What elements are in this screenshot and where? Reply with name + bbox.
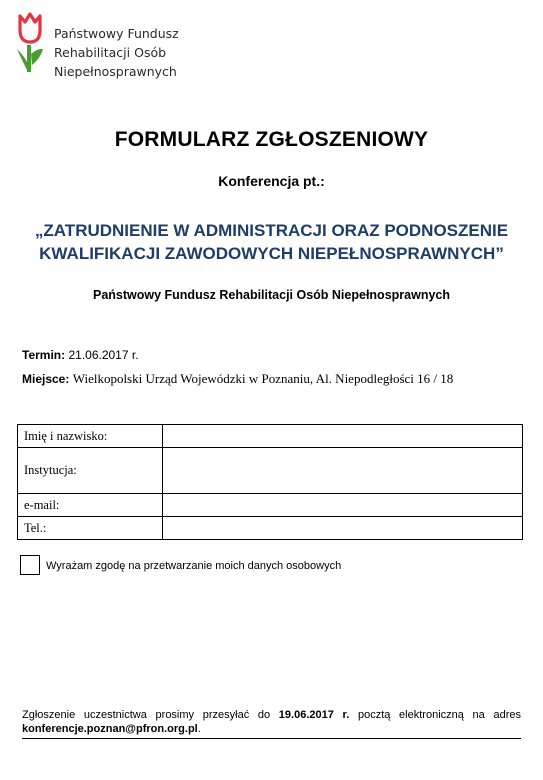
footer-end: .: [197, 723, 201, 735]
pfron-tulip-logo-icon: [14, 12, 46, 76]
institution-label: Instytucja:: [18, 448, 163, 494]
institution-field[interactable]: [163, 448, 523, 494]
event-date-label: Termin:: [22, 348, 66, 362]
form-row-name: [18, 425, 523, 448]
registration-form-table: [17, 424, 523, 540]
form-title: FORMULARZ ZGŁOSZENIOWY: [114, 128, 429, 151]
tulip-leaf-right: [31, 49, 43, 65]
organization-name: [54, 24, 179, 81]
org-name-line-1: Państwowy Fundusz: [54, 26, 179, 41]
footer-text-before: Zgłoszenie uczestnictwa prosimy przesyłać do: [22, 709, 279, 721]
phone-field[interactable]: [163, 517, 523, 540]
phone-label: Tel.:: [18, 517, 163, 540]
footer-line-2: [22, 722, 521, 736]
conference-title-line-2: KWALIFIKACJI ZAWODOWYCH NIEPEŁNOSPRAWNYCH”: [39, 244, 504, 263]
footer-note: [22, 708, 521, 736]
event-place-label: Miejsce:: [22, 372, 70, 386]
event-place-row: [22, 371, 453, 387]
tulip-leaf-left: [17, 49, 27, 70]
form-row-phone: [18, 517, 523, 540]
consent-label: Wyrażam zgodę na przetwarzanie moich danych osobowych: [46, 560, 342, 572]
event-place-value: Wielkopolski Urząd Wojewódzki w Poznaniu, Al. Niepodległości 16 / 18: [72, 371, 454, 386]
name-label: Imię i nazwisko:: [18, 425, 163, 448]
org-name-line-3: Niepełnosprawnych: [54, 64, 177, 79]
form-row-institution: [18, 448, 523, 494]
name-field[interactable]: [163, 425, 523, 448]
form-row-email: [18, 494, 523, 517]
org-name-line-2: Rehabilitacji Osób: [54, 45, 167, 60]
footer-line-1: [22, 708, 521, 722]
footer-divider: [22, 738, 521, 739]
organizer-name: Państwowy Fundusz Rehabilitacji Osób Niepełnosprawnych: [92, 288, 450, 302]
footer-text-after: pocztą elektroniczną na adres: [349, 709, 521, 721]
conference-subtitle: Konferencja pt.:: [218, 173, 325, 189]
event-date-row: [22, 348, 139, 362]
email-label: e-mail:: [18, 494, 163, 517]
conference-title-line-1: „ZATRUDNIENIE W ADMINISTRACJI ORAZ PODNOSZENIE: [34, 221, 509, 240]
event-date-value: 21.06.2017 r.: [68, 348, 139, 362]
footer-email-link[interactable]: konferencje.poznan@pfron.org.pl: [22, 723, 198, 735]
email-field[interactable]: [163, 494, 523, 517]
tulip-flower-shape: [20, 14, 40, 42]
consent-checkbox[interactable]: [20, 555, 40, 575]
conference-title: [20, 219, 523, 265]
footer-deadline: 19.06.2017 r.: [278, 709, 350, 721]
